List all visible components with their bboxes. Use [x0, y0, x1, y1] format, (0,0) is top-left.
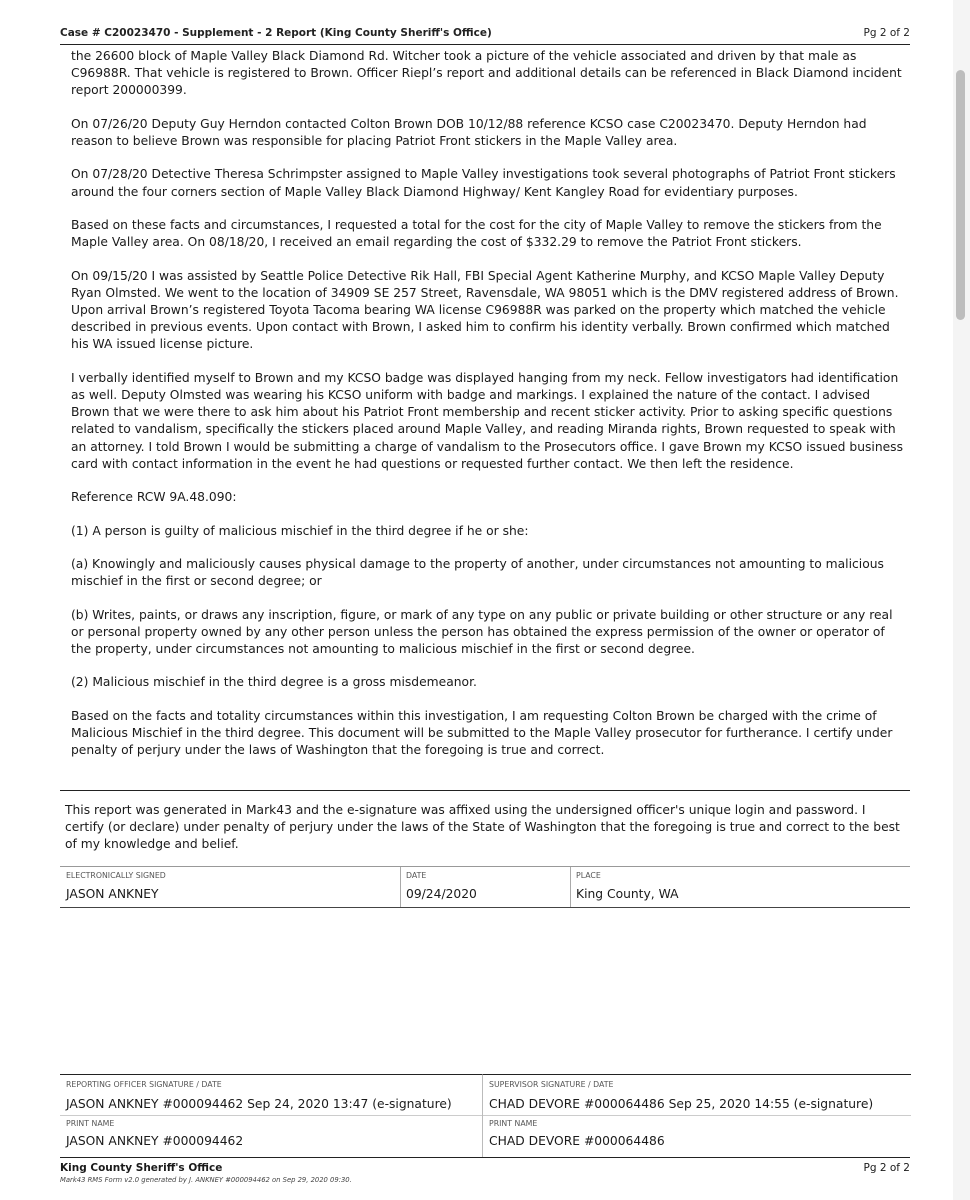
supervisor-print-value: CHAD DEVORE #000064486	[489, 1134, 665, 1148]
place-label: PLACE	[576, 871, 601, 880]
narrative-paragraph: (b) Writes, paints, or draws any inscription, figure, or mark of any type on any public or private building or other structure or any real or personal property owned by any other person unless the person has obtained the express permission of the owner or operator of the property, under circumstances not amounting to malicious mischief in the first or second degree.	[71, 607, 893, 656]
supervisor-signature-value: CHAD DEVORE #000064486 Sep 25, 2020 14:55 (e-signature)	[489, 1097, 874, 1111]
reporting-signature-label: REPORTING OFFICER SIGNATURE / DATE	[66, 1080, 222, 1089]
footer-generated-note: Mark43 RMS Form v2.0 generated by J. ANKNEY #000094462 on Sep 29, 2020 09:30.	[60, 1176, 352, 1184]
row-divider	[60, 1115, 482, 1116]
row-divider	[483, 1115, 911, 1116]
supervisor-print-label: PRINT NAME	[489, 1119, 538, 1128]
narrative-paragraph: On 07/28/20 Detective Theresa Schrimpster assigned to Maple Valley investigations took several photographs of Patriot Front stickers around the four corners section of Maple Valley Black Diamond Highway/ Kent Kangley Road for evidentiary purposes.	[71, 167, 896, 199]
reporting-print-label: PRINT NAME	[66, 1119, 115, 1128]
e-signature-table	[60, 866, 910, 908]
narrative-paragraph: Reference RCW 9A.48.090:	[71, 490, 237, 505]
signed-cell	[60, 867, 400, 907]
narrative-body	[71, 48, 907, 776]
place-cell	[570, 867, 910, 907]
narrative-paragraph: Based on these facts and circumstances, I requested a total for the cost for the city of Maple Valley to remove the stickers from the Maple Valley area. On 08/18/20, I received an email regarding the cost of $332.29 to remove the Patriot Front stickers.	[71, 217, 882, 250]
narrative-paragraph: On 07/26/20 Deputy Guy Herndon contacted Colton Brown DOB 10/12/88 reference KCSO case C20023470. Deputy Herndon had reason to believe Brown was responsible for placing Patriot Front stickers in the Maple Valley area.	[71, 116, 867, 148]
narrative-paragraph: I verbally identified myself to Brown and my KCSO badge was displayed hanging from my neck. Fellow investigators had identification as well. Deputy Olmsted was wearing his KCSO uniform with badge and markings. I explained the nature of the contact. I advised Brown that we were there to ask him about his Patriot Front membership and recent sticker activity. Prior to asking specific questions related to vandalism, specifically the stickers placed around Maple Valley, and reading Miranda rights, Brown requested to speak with an attorney. I told Brown I would be submitting a charge of vandalism to the Prosecutors office. I gave Brown my KCSO issued business card with contact information in the event he had questions or requested further contact. We then left the residence.	[71, 370, 903, 471]
place-value: King County, WA	[576, 887, 679, 901]
signed-label: ELECTRONICALLY SIGNED	[66, 871, 166, 880]
reporting-officer-box	[60, 1074, 482, 1157]
narrative-paragraph: the 26600 block of Maple Valley Black Diamond Rd. Witcher took a picture of the vehicle associated and driven by that male as C96988R. That vehicle is registered to Brown. Officer Riepl’s report and additional details can be referenced in Black Diamond incident report 200000399.	[71, 49, 902, 98]
narrative-paragraph: On 09/15/20 I was assisted by Seattle Police Detective Rik Hall, FBI Special Agent Katherine Murphy, and KCSO Maple Valley Deputy Ryan Olmsted. We went to the location of 34909 SE 257 Street, Ravensdale, WA 98051 which is the DMV registered address of Brown. Upon arrival Brown’s registered Toyota Tacoma bearing WA license C96988R was parked on the property which matched the vehicle described in previous events. Upon contact with Brown, I asked him to confirm his identity verbally. Brown confirmed which matched his WA issued license picture.	[71, 268, 899, 352]
supervisor-signature-label: SUPERVISOR SIGNATURE / DATE	[489, 1080, 614, 1089]
signed-value: JASON ANKNEY	[66, 887, 159, 901]
scrollbar-thumb[interactable]	[956, 70, 965, 320]
page-header	[60, 24, 910, 45]
supervisor-box	[482, 1074, 911, 1157]
date-label: DATE	[406, 871, 427, 880]
page-number: Pg 2 of 2	[863, 27, 910, 39]
reporting-signature-value: JASON ANKNEY #000094462 Sep 24, 2020 13:47 (e-signature)	[66, 1097, 452, 1111]
footer-org: King County Sheriff's Office	[60, 1162, 223, 1174]
narrative-paragraph: (1) A person is guilty of malicious mischief in the third degree if he or she:	[71, 523, 529, 538]
section-divider	[60, 790, 910, 791]
footer-page-number: Pg 2 of 2	[863, 1162, 910, 1174]
narrative-paragraph: Based on the facts and totality circumstances within this investigation, I am requesting Colton Brown be charged with the crime of Malicious Mischief in the third degree. This document will be submitted to the Maple Valley prosecutor for furtherance. I certify under penalty of perjury under the laws of Washington that the foregoing is true and correct.	[71, 708, 893, 758]
narrative-paragraph: (2) Malicious mischief in the third degree is a gross misdemeanor.	[71, 675, 477, 690]
page-footer	[60, 1157, 910, 1190]
reporting-print-value: JASON ANKNEY #000094462	[66, 1134, 244, 1148]
certification-statement: This report was generated in Mark43 and the e-signature was affixed using the undersigned officer's unique login and password. I certify (or declare) under penalty of perjury under the laws of the State of Washington that the foregoing is true and correct to the best of my knowledge and belief.	[65, 803, 900, 852]
date-value: 09/24/2020	[406, 887, 477, 901]
date-cell	[400, 867, 570, 907]
case-title: Case # C20023470 - Supplement - 2 Report (King County Sheriff's Office)	[60, 27, 492, 39]
narrative-paragraph: (a) Knowingly and maliciously causes physical damage to the property of another, under circumstances not amounting to malicious mischief in the first or second degree; or	[71, 556, 884, 589]
